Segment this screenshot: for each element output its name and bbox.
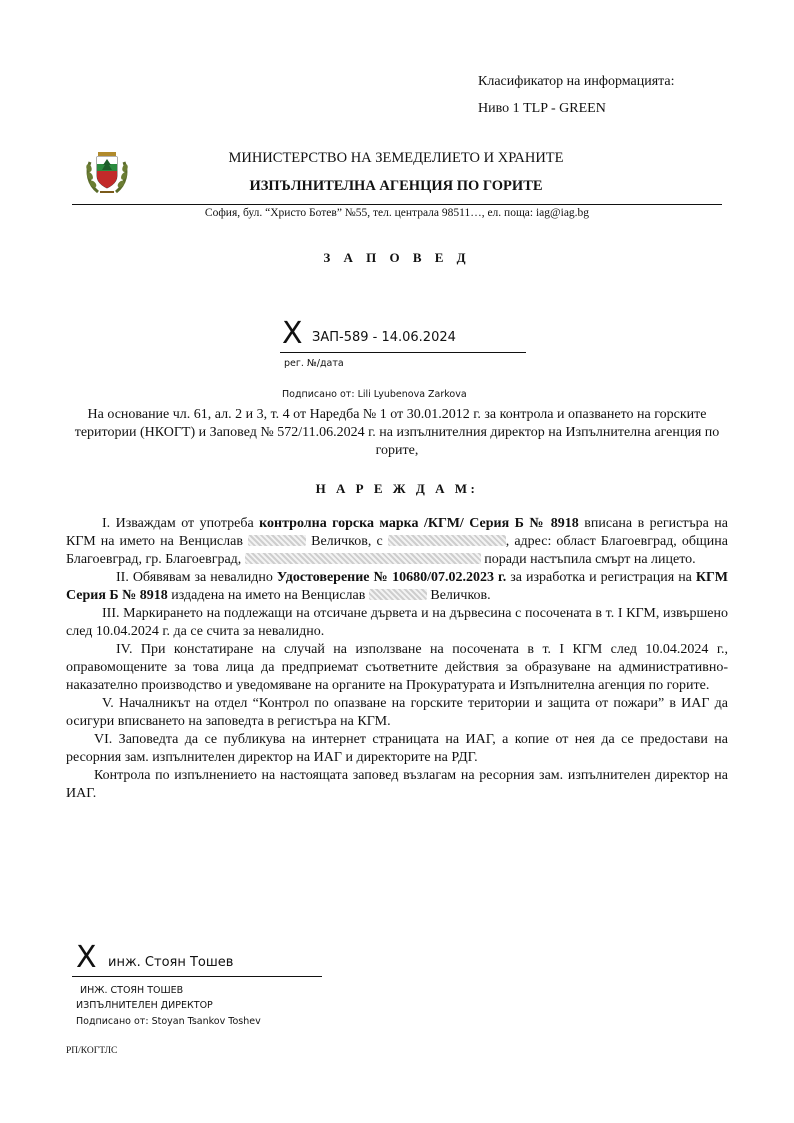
item-1-text-c: Величков, с xyxy=(306,534,388,549)
signer-position: ИЗПЪЛНИТЕЛЕН ДИРЕКТОР xyxy=(76,1000,213,1011)
ministry-name: МИНИСТЕРСТВО НА ЗЕМЕДЕЛИЕТО И ХРАНИТЕ xyxy=(228,150,564,166)
item-1-text-d: , адрес: област Благоевград, община Благоевград, гр. Благоевград, xyxy=(66,534,728,567)
footer-reference: РП/КОГТЛС xyxy=(66,1046,118,1056)
item-2-text-b: за изработка и регистрация на xyxy=(506,570,696,585)
redacted-middle-name xyxy=(369,589,427,600)
control-paragraph: Контрола по изпълнението на настоящата заповед възлагам на ресорния зам. изпълнителен директор на ИАГ. xyxy=(66,768,728,801)
item-2-mark-ref: КГМ Серия Б № 8918 xyxy=(66,570,728,603)
intro-paragraph: На основание чл. 61, ал. 2 и 3, т. 4 от Наредба № 1 от 30.01.2012 г. за контрола и опазването на горските територии (НКОГТ) и Заповед № 572/11.06.2024 г. на изпълнителния директор на Изпълнителна агенция по горите, xyxy=(74,407,720,458)
order-heading: Н А Р Е Ж Д А М: xyxy=(315,481,479,496)
agency-name: ИЗПЪЛНИТЕЛНА АГЕНЦИЯ ПО ГОРИТЕ xyxy=(249,178,543,194)
item-1-text-a: I. Изваждам от употреба xyxy=(102,516,260,531)
redacted-middle-name xyxy=(248,535,306,546)
signer-signed-by: Подписано от: Stoyan Tsankov Toshev xyxy=(76,1016,261,1027)
order-item-4: IV. При констатиране на случай на използване на посочената в т. I КГМ след 10.04.2024 г., оправомощените за това лица да предприемат съответните действия за образуване на административно-наказателно производство и уведомяване на органите на Прокуратурата и Изпълнителна агенция по горите. xyxy=(66,642,728,693)
order-item-3: III. Маркирането на подлежащи на отсичане дървета и на дървесина с посочената в т. I КГМ, извършено след 10.04.2024 г. да се счита за невалидно. xyxy=(66,606,728,639)
signature-name: инж. Стоян Тошев xyxy=(108,955,234,970)
signature-mark: X xyxy=(76,940,97,975)
order-item-2 xyxy=(66,569,728,605)
registration-label: рег. №/дата xyxy=(284,358,344,369)
order-item-5: V. Началникът на отдел “Контрол по опазване на горските територии и защита от пожари” в ИАГ да осигури вписването на заповедта в регистъра на КГМ. xyxy=(66,696,728,729)
director-signature-line xyxy=(72,940,322,977)
agency-address: София, бул. “Христо Ботев” №55, тел. централа 98511…, ел. поща: iag@iag.bg xyxy=(204,207,590,219)
item-2-text-c: издадена на името на Венцислав xyxy=(167,588,369,603)
item-2-certificate-ref: Удостоверение № 10680/07.02.2023 г. xyxy=(276,570,507,585)
item-1-text-e: поради настъпила смърт на лицето. xyxy=(480,552,696,567)
registration-mark: X xyxy=(282,316,303,351)
item-2-text-d: Величков. xyxy=(426,588,491,603)
order-item-6: VI. Заповедта да се публикува на интернет страницата на ИАГ, а копие от нея да се предостави на ресорния зам. изпълнителен директор на ИАГ и директорите на РДГ. xyxy=(66,732,728,765)
classification-block xyxy=(478,68,675,122)
item-1-text-b: вписана в регистъра на КГМ на името на Венцислав xyxy=(66,516,728,549)
redacted-personal-id xyxy=(388,535,506,546)
item-1-mark-ref: контролна горска марка /КГМ/ Серия Б № 8918 xyxy=(259,516,579,531)
signer-name-caps: ИНЖ. СТОЯН ТОШЕВ xyxy=(80,985,184,996)
item-2-text-a: II. Обявявам за невалидно xyxy=(116,570,277,585)
header-divider xyxy=(72,204,722,205)
classification-label: Класификатор на информацията: xyxy=(478,74,675,89)
order-body xyxy=(66,515,728,803)
coat-of-arms-icon xyxy=(84,148,130,196)
registration-signed-by: Подписано от: Lili Lyubenova Zarkova xyxy=(282,389,467,400)
registration-number: ЗАП-589 - 14.06.2024 xyxy=(312,330,456,345)
order-item-1 xyxy=(66,515,728,569)
classification-level: Ниво 1 TLP - GREEN xyxy=(478,101,606,116)
registration-signature-line xyxy=(280,318,526,353)
document-title: З А П О В Е Д xyxy=(323,250,471,265)
redacted-street-address xyxy=(245,553,481,564)
